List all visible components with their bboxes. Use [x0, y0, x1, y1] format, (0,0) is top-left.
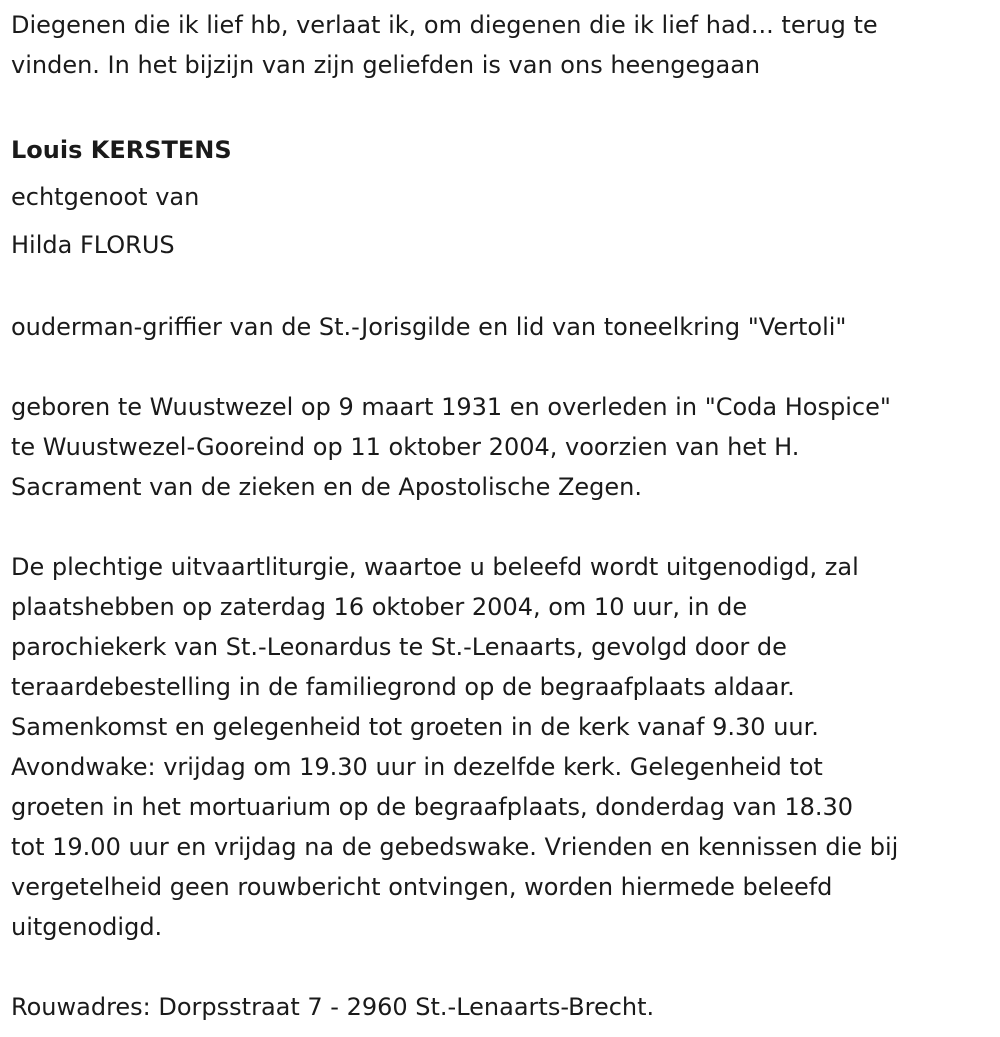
funeral-line: parochiekerk van St.-Leonardus te St.-Lenaarts, gevolgd door de [11, 633, 787, 661]
birth-death-line: Sacrament van de zieken en de Apostolische Zegen. [11, 473, 643, 501]
intro-line: Diegenen die ik lief hb, verlaat ik, om diegenen die ik lief had... terug te [11, 11, 878, 39]
funeral-line: Avondwake: vrijdag om 19.30 uur in dezelfde kerk. Gelegenheid tot [11, 753, 823, 781]
spouse-name: Hilda FLORUS [11, 231, 175, 259]
intro-line: vinden. In het bijzijn van zijn geliefden is van ons heengegaan [11, 51, 761, 79]
obituary-document [11, 5, 996, 1027]
deceased-name: Louis KERSTENS [11, 136, 232, 164]
birth-death-line: geboren te Wuustwezel op 9 maart 1931 en overleden in "Coda Hospice" [11, 393, 891, 421]
birth-death-line: te Wuustwezel-Gooreind op 11 oktober 2004, voorzien van het H. [11, 433, 800, 461]
birth-death-paragraph [11, 387, 996, 507]
mourning-address: Rouwadres: Dorpsstraat 7 - 2960 St.-Lenaarts-Brecht. [11, 993, 655, 1021]
funeral-line: tot 19.00 uur en vrijdag na de gebedswake. Vrienden en kennissen die bij [11, 833, 899, 861]
funeral-line: Samenkomst en gelegenheid tot groeten in de kerk vanaf 9.30 uur. [11, 713, 819, 741]
funeral-line: uitgenodigd. [11, 913, 163, 941]
spouse-relation: echtgenoot van [11, 183, 200, 211]
funeral-paragraph [11, 547, 996, 947]
funeral-line: De plechtige uitvaartliturgie, waartoe u beleefd wordt uitgenodigd, zal [11, 553, 859, 581]
funeral-line: groeten in het mortuarium op de begraafplaats, donderdag van 18.30 [11, 793, 854, 821]
funeral-line: teraardebestelling in de familiegrond op de begraafplaats aldaar. [11, 673, 795, 701]
funeral-line: vergetelheid geen rouwbericht ontvingen, worden hiermede beleefd [11, 873, 833, 901]
roles-text: ouderman-griffier van de St.-Jorisgilde en lid van toneelkring "Vertoli" [11, 313, 847, 341]
funeral-line: plaatshebben op zaterdag 16 oktober 2004, om 10 uur, in de [11, 593, 748, 621]
intro-paragraph [11, 5, 996, 85]
